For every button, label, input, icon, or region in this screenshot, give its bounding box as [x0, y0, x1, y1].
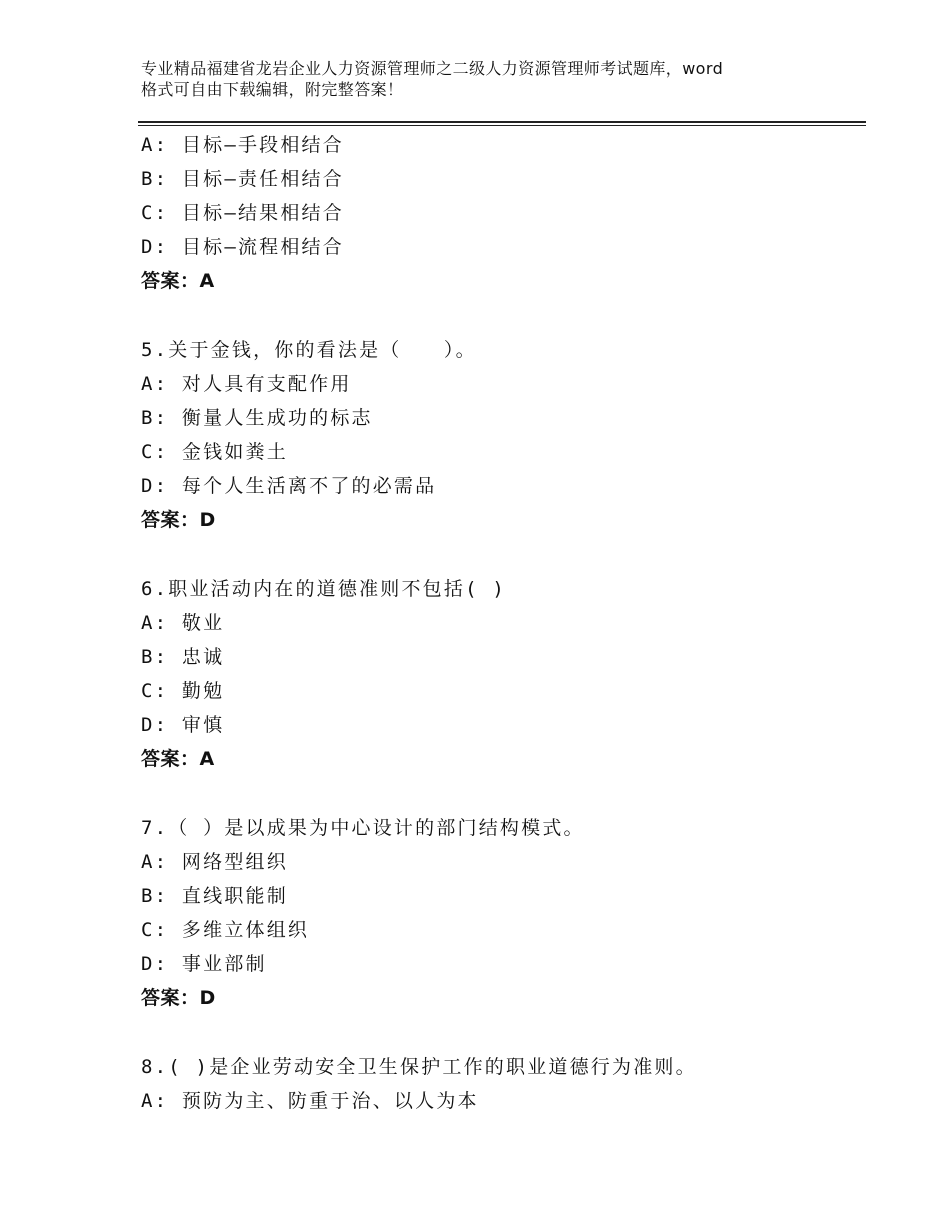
- q7-option-b: B: 直线职能制: [141, 885, 288, 907]
- q5-question: 5.关于金钱，你的看法是（ ）。: [141, 339, 477, 361]
- header-title-line-1: 专业精品福建省龙岩企业人力资源管理师之二级人力资源管理师考试题库，word: [141, 59, 724, 78]
- header-title-line-2: 格式可自由下载编辑，附完整答案！: [141, 80, 404, 99]
- q7-option-a: A: 网络型组织: [141, 851, 288, 873]
- q6-option-b: B: 忠诚: [141, 646, 225, 668]
- q7-option-c: C: 多维立体组织: [141, 919, 310, 941]
- q5-option-c: C: 金钱如粪土: [141, 441, 288, 463]
- header-rule-thin: [138, 125, 866, 126]
- q5-answer: 答案：D: [141, 509, 216, 531]
- q4-answer: 答案：A: [141, 270, 215, 292]
- q5-option-d: D: 每个人生活离不了的必需品: [141, 475, 437, 497]
- q7-question: 7.（ ）是以成果为中心设计的部门结构模式。: [141, 817, 585, 839]
- q4-option-c: C: 目标—结果相结合: [141, 202, 344, 224]
- question-8-block: [141, 1050, 861, 1118]
- document-header: [141, 58, 841, 100]
- q6-question: 6.职业活动内在的道德准则不包括( ): [141, 578, 506, 600]
- q7-answer: 答案：D: [141, 987, 216, 1009]
- q4-option-a: A: 目标—手段相结合: [141, 134, 344, 156]
- question-6-block: [141, 572, 861, 776]
- q5-option-a: A: 对人具有支配作用: [141, 373, 352, 395]
- q8-option-a: A: 预防为主、防重于治、以人为本: [141, 1090, 479, 1112]
- q8-question: 8.( )是企业劳动安全卫生保护工作的职业道德行为准则。: [141, 1056, 697, 1078]
- q6-option-d: D: 审慎: [141, 714, 225, 736]
- q6-option-c: C: 勤勉: [141, 680, 225, 702]
- q6-option-a: A: 敬业: [141, 612, 225, 634]
- q4-option-b: B: 目标—责任相结合: [141, 168, 344, 190]
- question-7-block: [141, 811, 861, 1015]
- q5-option-b: B: 衡量人生成功的标志: [141, 407, 373, 429]
- q7-option-d: D: 事业部制: [141, 953, 267, 975]
- question-list: [141, 128, 861, 1118]
- header-rule-thick: [138, 121, 866, 123]
- question-5-block: [141, 333, 861, 537]
- q4-option-d: D: 目标—流程相结合: [141, 236, 344, 258]
- question-4-block: [141, 128, 861, 298]
- q6-answer: 答案：A: [141, 748, 215, 770]
